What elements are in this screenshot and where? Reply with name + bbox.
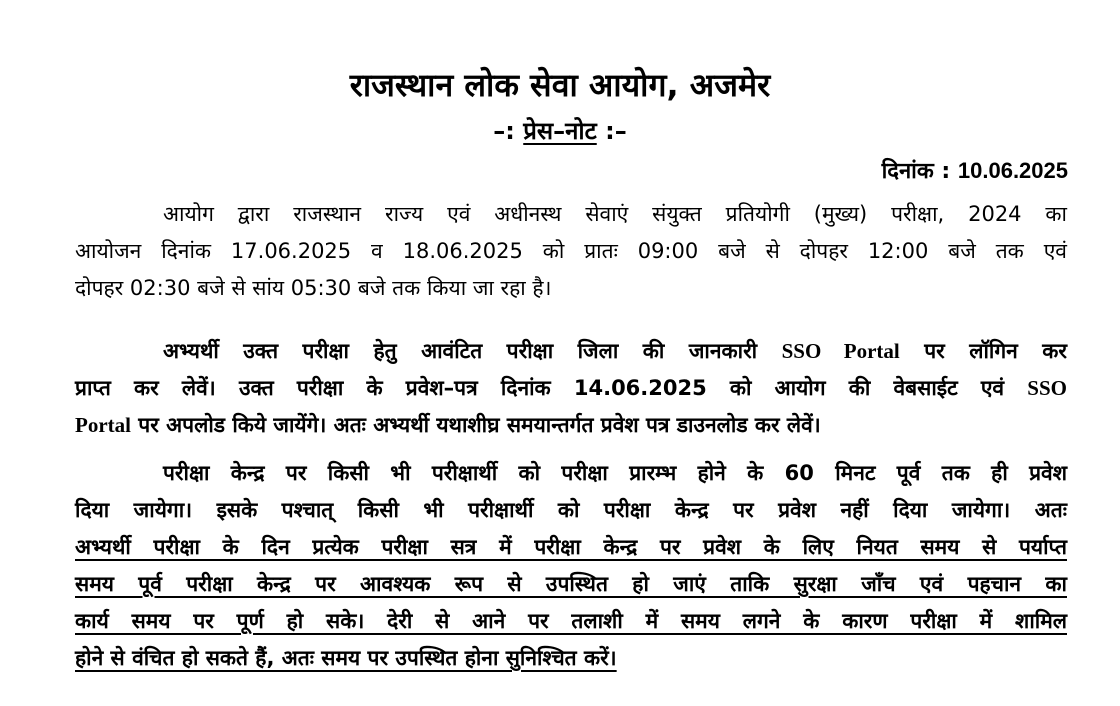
press-note-heading bbox=[0, 113, 1120, 149]
paragraph-line: परीक्षा केन्द्र पर किसी भी परीक्षार्थी को परीक्षा प्रारम्भ होने के 60 मिनट पूर्व तक ही प्रवेश bbox=[163, 461, 1067, 485]
underlined-line: होने से वंचित हो सकते हैं, अतः समय पर उपस्थित होना सुनिश्चित करें। bbox=[75, 646, 617, 670]
paragraph-line bbox=[75, 333, 1067, 370]
press-note-prefix: –: bbox=[493, 117, 524, 145]
text-segment: प्राप्त कर लेवें। उक्त परीक्षा के प्रवेश–पत्र दिनांक 14.06.2025 को आयोग की वेबसाईट एवं bbox=[75, 376, 1028, 400]
paragraph-entry-rules bbox=[75, 455, 1067, 677]
sso-portal-text: SSO Portal bbox=[781, 339, 900, 363]
paragraph-line bbox=[75, 407, 1067, 444]
paragraph-line: आयोजन दिनांक 17.06.2025 व 18.06.2025 को प्रातः 09:00 बजे से दोपहर 12:00 बजे तक एवं bbox=[75, 239, 1067, 263]
paragraph-line: दोपहर 02:30 बजे से सांय 05:30 बजे तक किया जा रहा है। bbox=[75, 276, 552, 300]
paragraph-exam-schedule bbox=[75, 196, 1067, 307]
press-note-label: प्रेस–नोट bbox=[523, 117, 597, 145]
underlined-line: समय पूर्व परीक्षा केन्द्र पर आवश्यक रूप से उपस्थित हो जाएं ताकि सुरक्षा जाँच एवं पहचान का bbox=[75, 572, 1067, 596]
underlined-line: कार्य समय पर पूर्ण हो सके। देरी से आने पर तलाशी में समय लगने के कारण परीक्षा में शामिल bbox=[75, 609, 1067, 633]
press-note-suffix: :– bbox=[596, 117, 627, 145]
date-value: 10.06.2025 bbox=[957, 158, 1068, 183]
paragraph-admit-card bbox=[75, 333, 1067, 444]
text-segment: अभ्यर्थी उक्त परीक्षा हेतु आवंटित परीक्षा जिला की जानकारी bbox=[163, 339, 782, 363]
date-label: दिनांक : bbox=[881, 159, 958, 184]
text-segment: पर अपलोड किये जायेंगे। अतः अभ्यर्थी यथाशीघ्र समयान्तर्गत प्रवेश पत्र डाउनलोड कर लेवें। bbox=[130, 413, 821, 437]
paragraph-line bbox=[75, 370, 1067, 407]
portal-text: Portal bbox=[75, 413, 131, 437]
underlined-line: अभ्यर्थी परीक्षा के दिन प्रत्येक परीक्षा सत्र में परीक्षा केन्द्र पर प्रवेश के लिए नियत समय से पर्याप्त bbox=[75, 535, 1067, 559]
paragraph-line: आयोग द्वारा राजस्थान राज्य एवं अधीनस्थ सेवाएं संयुक्त प्रतियोगी (मुख्य) परीक्षा, 2024 का bbox=[163, 202, 1067, 226]
sso-text: SSO bbox=[1027, 376, 1067, 400]
paragraph-line: दिया जायेगा। इसके पश्चात् किसी भी परीक्षार्थी को परीक्षा केन्द्र पर प्रवेश नहीं दिया जायेगा। अतः bbox=[75, 498, 1067, 522]
date-line bbox=[882, 155, 1068, 188]
text-segment: पर लॉगिन कर bbox=[899, 339, 1068, 363]
commission-title: राजस्थान लोक सेवा आयोग, अजमेर bbox=[349, 66, 771, 104]
